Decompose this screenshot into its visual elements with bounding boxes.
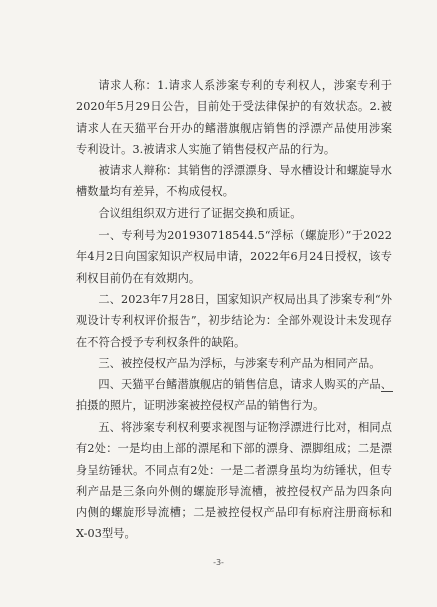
paragraph-text: 二、2023年7月28日，国家知识产权局出具了涉案专利“外观设计专利权评价报告”，初步结论为：全部外观设计未发现存在不符合授予专利权条件的缺陷。	[76, 293, 392, 349]
paragraph-respondent-defense	[76, 160, 392, 203]
paragraph-finding-4	[76, 374, 392, 417]
page-number: -3-	[213, 558, 224, 567]
paragraph-text: 三、被控侵权产品为浮标，与涉案专利产品为相同产品。	[98, 357, 381, 370]
paragraph-text: 一、专利号为201930718544.5“浮标（螺旋形）”于2022年4月2日向国家知识产权局申请，2022年6月24日授权，该专利权目前仍在有效期内。	[76, 229, 392, 285]
paragraph-finding-3	[76, 353, 392, 374]
paragraph-finding-2	[76, 289, 392, 353]
paragraph-request-claim	[76, 75, 392, 160]
paragraph-evidence-exchange	[76, 203, 392, 224]
paragraph-text: 五、将涉案专利权利要求视图与证物浮漂进行比对，相同点有2处：一是均由上部的漂尾和下部的漂身、漂脚组成；二是漂身呈纺锤状。不同点有2处：一是二者漂身虽均为纺锤状，但专利产品是三条向外侧的螺旋形导流槽，被控侵权产品为四条向内侧的螺旋形导流槽；二是被控侵权产品印有标府注册商标和X-03型号。	[76, 421, 392, 541]
paragraph-finding-1	[76, 225, 392, 289]
paragraph-text: 被请求人辩称：其销售的浮漂漂身、导水槽设计和螺旋导水槽数量均有差异，不构成侵权。	[76, 164, 392, 199]
margin-dash-mark	[381, 391, 393, 392]
paragraph-text: 四、天猫平台鳍潜旗舰店的销售信息，请求人购买的产品、拍摄的照片，证明涉案被控侵权产品的销售行为。	[76, 378, 392, 413]
paragraph-text: 合议组组织双方进行了证据交换和质证。	[98, 207, 302, 220]
paragraph-text: 请求人称：1.请求人系涉案专利的专利权人，涉案专利于2020年5月29日公告，目前处于受法律保护的有效状态。2.被请求人在天猫平台开办的鳍潜旗舰店销售的浮漂产品使用涉案专利设计。3.被请求人实施了销售侵权产品的行为。	[76, 79, 392, 156]
paragraph-finding-5	[76, 417, 392, 545]
